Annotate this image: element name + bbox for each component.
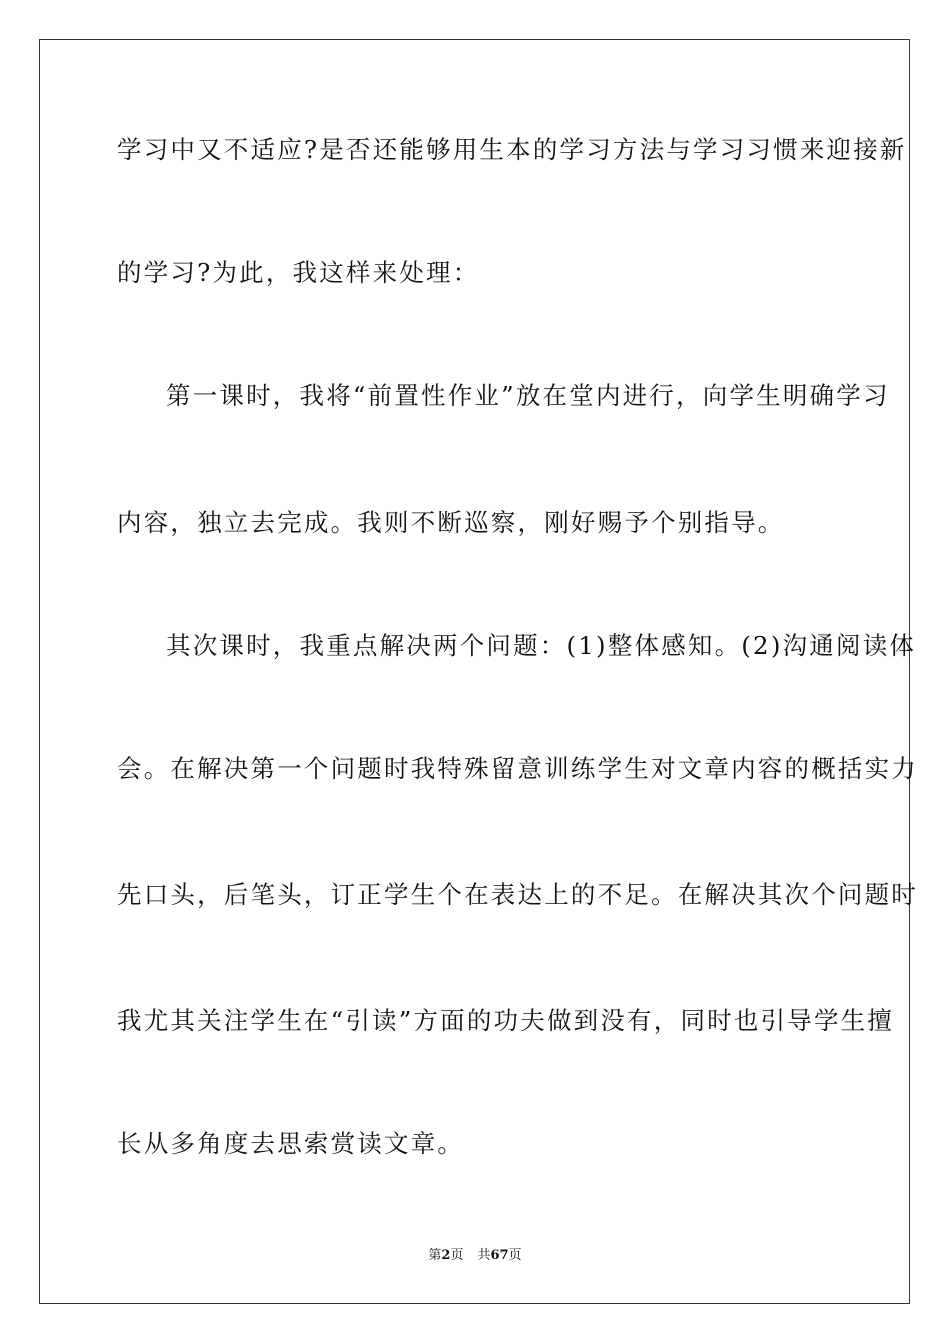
text-line: 我尤其关注学生在“引读”方面的功夫做到没有，同时也引导学生擅 [117,1006,895,1035]
text-line: 内容，独立去完成。我则不断巡察，刚好赐予个别指导。 [117,508,785,537]
paragraph-first-line: 第一课时，我将“前置性作业”放在堂内进行，向学生明确学习 [166,381,890,410]
page-border [39,39,910,1304]
page-prefix: 第 [428,1248,442,1263]
text-line: 长从多角度去思索赏读文章。 [117,1129,465,1158]
text-line: 的学习?为此，我这样来处理： [117,258,480,287]
total-suffix: 页 [508,1248,522,1263]
total-pages: 67 [490,1248,509,1263]
total-prefix: 共 [477,1248,491,1263]
page-number: 2 [441,1248,451,1263]
text-line: 先口头，后笔头，订正学生个在表达上的不足。在解决其次个问题时 [117,880,918,909]
text-line: 会。在解决第一个问题时我特殊留意训练学生对文章内容的概括实力 [117,754,918,783]
page-suffix: 页 [450,1248,464,1263]
paragraph-first-line: 其次课时，我重点解决两个问题：(1)整体感知。(2)沟通阅读体 [166,631,917,660]
text-line: 学习中又不适应?是否还能够用生本的学习方法与学习习惯来迎接新 [117,135,907,164]
page-footer [0,1248,950,1264]
